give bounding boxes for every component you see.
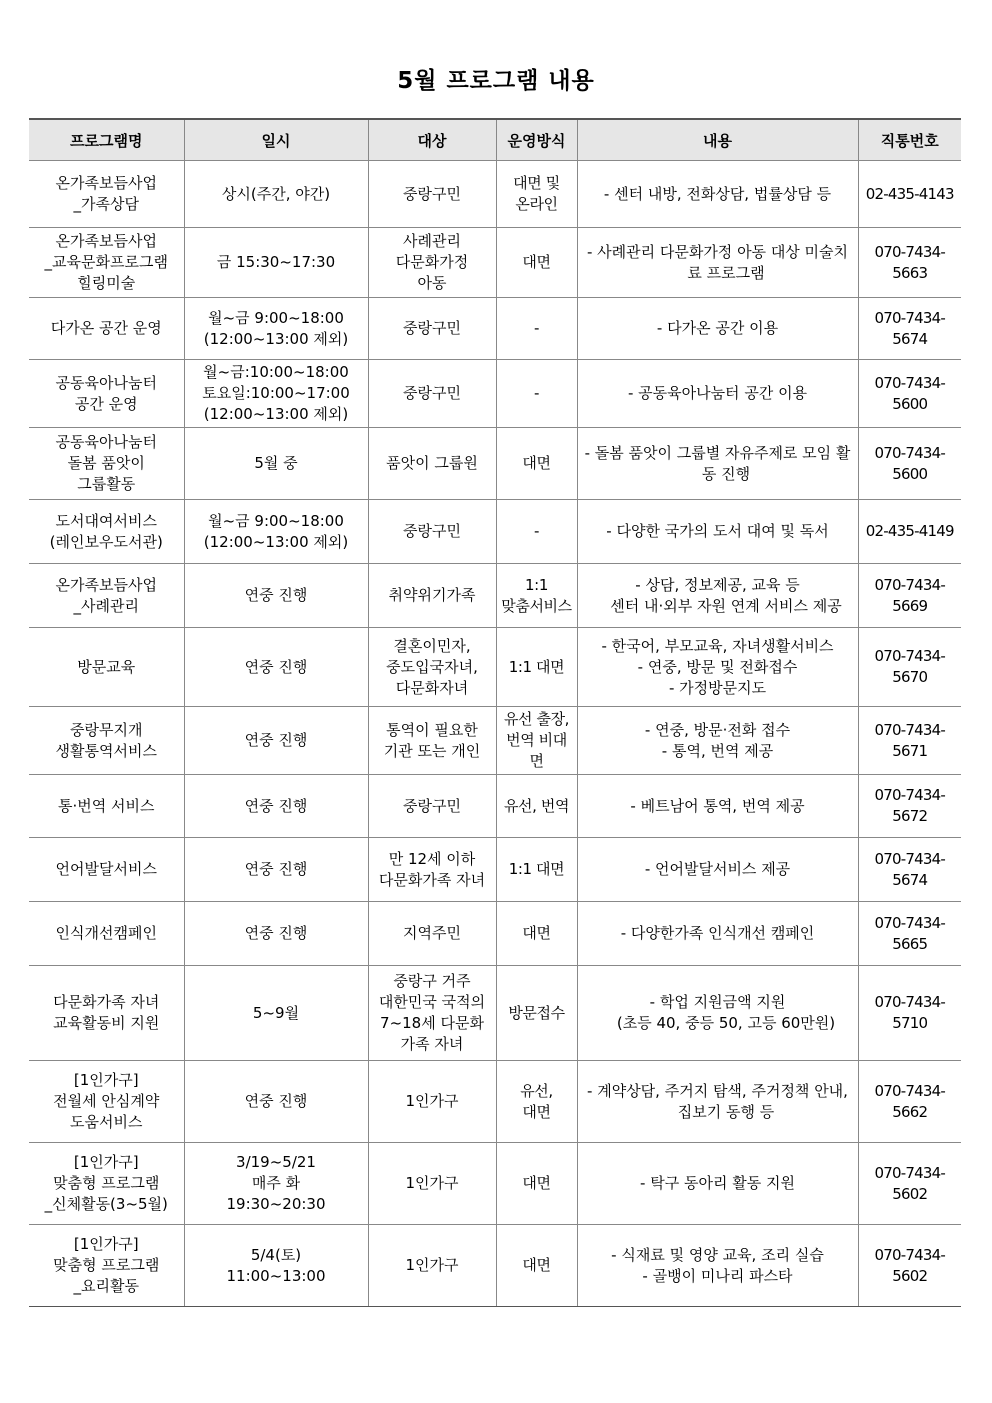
table-row: [29, 707, 961, 775]
content-line: - 돌봄 품앗이 그룹별 자유주제로 모임 활동 진행: [584, 443, 851, 483]
schedule-cell: 연중 진행: [184, 775, 368, 838]
method-cell: 대면: [496, 228, 577, 298]
content-cell: [577, 902, 858, 966]
content-cell: [577, 228, 858, 298]
target-cell: 중랑구민: [368, 161, 496, 228]
program-name-cell: 방문교육: [29, 628, 184, 707]
content-line: - 탁구 동아리 활동 지원: [640, 1174, 795, 1192]
phone-cell: 070-7434-5670: [858, 628, 961, 707]
table-row: [29, 428, 961, 500]
table-row: [29, 628, 961, 707]
content-cell: [577, 707, 858, 775]
content-cell: [577, 775, 858, 838]
table-row: [29, 500, 961, 564]
content-line: - 베트남어 통역, 번역 제공: [630, 796, 805, 815]
header-method: 운영방식: [496, 119, 577, 161]
table-header-row: [29, 119, 961, 161]
content-line: - 가정방문지도: [668, 678, 767, 697]
header-schedule: 일시: [184, 119, 368, 161]
content-line: - 상담, 정보제공, 교육 등: [635, 575, 800, 594]
content-cell: [577, 966, 858, 1061]
phone-cell: 070-7434-5602: [858, 1143, 961, 1225]
program-name-cell: 인식개선캠페인: [29, 902, 184, 966]
content-line: - 통역, 번역 제공: [661, 741, 774, 760]
content-line: - 사례관리 다문화가정 아동 대상 미술치료 프로그램: [586, 242, 849, 282]
target-cell: 1인가구: [368, 1225, 496, 1307]
header-program-name: 프로그램명: [29, 119, 184, 161]
table-row: [29, 775, 961, 838]
program-name-cell: 다가온 공간 운영: [29, 298, 184, 360]
phone-cell: 070-7434-5669: [858, 564, 961, 628]
target-cell: 중랑구 거주 대한민국 국적의 7~18세 다문화 가족 자녀: [368, 966, 496, 1061]
program-name-cell: 온가족보듬사업 _가족상담: [29, 161, 184, 228]
table-row: [29, 298, 961, 360]
program-name-cell: 공동육아나눔터 돌봄 품앗이 그룹활동: [29, 428, 184, 500]
program-name-cell: 통·번역 서비스: [29, 775, 184, 838]
table-row: [29, 228, 961, 298]
method-cell: 1:1 대면: [496, 838, 577, 902]
schedule-cell: 5월 중: [184, 428, 368, 500]
schedule-cell: 5~9월: [184, 966, 368, 1061]
target-cell: 품앗이 그룹원: [368, 428, 496, 500]
target-cell: 중랑구민: [368, 360, 496, 428]
target-cell: 중랑구민: [368, 500, 496, 564]
content-line: - 연중, 방문 및 전화접수: [637, 657, 798, 676]
schedule-cell: 연중 진행: [184, 564, 368, 628]
phone-cell: 070-7434-5674: [858, 838, 961, 902]
content-line: - 학업 지원금액 지원: [649, 993, 786, 1011]
header-phone: 직통번호: [858, 119, 961, 161]
content-line: - 언어발달서비스 제공: [644, 860, 791, 878]
phone-cell: 070-7434-5602: [858, 1225, 961, 1307]
content-cell: [577, 564, 858, 628]
schedule-cell: 상시(주간, 야간): [184, 161, 368, 228]
table-row: [29, 838, 961, 902]
table-row: [29, 1061, 961, 1143]
schedule-cell: 연중 진행: [184, 838, 368, 902]
target-cell: 1인가구: [368, 1143, 496, 1225]
method-cell: -: [496, 500, 577, 564]
content-line: (초등 40, 중등 50, 고등 60만원): [616, 1014, 836, 1032]
method-cell: 대면: [496, 902, 577, 966]
target-cell: 중랑구민: [368, 775, 496, 838]
content-line: - 계약상담, 주거지 탐색, 주거정책 안내, 집보기 동행 등: [587, 1081, 848, 1121]
program-name-cell: 다문화가족 자녀 교육활동비 지원: [29, 966, 184, 1061]
method-cell: 방문접수: [496, 966, 577, 1061]
method-cell: 유선 출장, 번역 비대면: [496, 707, 577, 775]
content-line: 센터 내·외부 자원 연계 서비스 제공: [610, 596, 842, 615]
table-row: [29, 966, 961, 1061]
phone-cell: 070-7434-5674: [858, 298, 961, 360]
phone-cell: 02-435-4149: [858, 500, 961, 564]
content-cell: [577, 428, 858, 500]
content-cell: [577, 1061, 858, 1143]
method-cell: 유선, 대면: [496, 1061, 577, 1143]
method-cell: 유선, 번역: [496, 775, 577, 838]
phone-cell: 070-7434-5600: [858, 428, 961, 500]
phone-cell: 070-7434-5671: [858, 707, 961, 775]
phone-cell: 070-7434-5662: [858, 1061, 961, 1143]
program-name-cell: [1인가구] 전월세 안심계약 도움서비스: [29, 1061, 184, 1143]
schedule-cell: 월~금 9:00~18:00 (12:00~13:00 제외): [184, 500, 368, 564]
content-line: - 다양한 국가의 도서 대여 및 독서: [606, 522, 829, 540]
schedule-cell: 3/19~5/21 매주 화 19:30~20:30: [184, 1143, 368, 1225]
target-cell: 통역이 필요한 기관 또는 개인: [368, 707, 496, 775]
program-name-cell: [1인가구] 맞춤형 프로그램 _신체활동(3~5월): [29, 1143, 184, 1225]
table-body: [29, 161, 961, 1307]
page-title: 5월 프로그램 내용: [397, 68, 595, 94]
program-name-cell: 중랑무지개 생활통역서비스: [29, 707, 184, 775]
header-target: 대상: [368, 119, 496, 161]
program-name-cell: 언어발달서비스: [29, 838, 184, 902]
method-cell: 대면: [496, 1225, 577, 1307]
content-cell: [577, 298, 858, 360]
table-row: [29, 360, 961, 428]
schedule-cell: 연중 진행: [184, 1061, 368, 1143]
phone-cell: 070-7434-5665: [858, 902, 961, 966]
content-line: - 식재료 및 영양 교육, 조리 실습: [611, 1245, 824, 1264]
method-cell: -: [496, 298, 577, 360]
phone-cell: 070-7434-5663: [858, 228, 961, 298]
schedule-cell: 월~금:10:00~18:00 토요일:10:00~17:00 (12:00~13:00 제외): [184, 360, 368, 428]
content-cell: [577, 628, 858, 707]
target-cell: 지역주민: [368, 902, 496, 966]
method-cell: 1:1 맞춤서비스: [496, 564, 577, 628]
phone-cell: 070-7434-5600: [858, 360, 961, 428]
table-row: [29, 161, 961, 228]
schedule-cell: 금 15:30~17:30: [184, 228, 368, 298]
schedule-cell: 연중 진행: [184, 707, 368, 775]
method-cell: 대면: [496, 1143, 577, 1225]
program-name-cell: [1인가구] 맞춤형 프로그램 _요리활동: [29, 1225, 184, 1307]
schedule-cell: 연중 진행: [184, 628, 368, 707]
content-line: - 센터 내방, 전화상담, 법률상담 등: [603, 184, 832, 203]
phone-cell: 070-7434-5710: [858, 966, 961, 1061]
content-cell: [577, 838, 858, 902]
phone-cell: 070-7434-5672: [858, 775, 961, 838]
method-cell: 1:1 대면: [496, 628, 577, 707]
phone-cell: 02-435-4143: [858, 161, 961, 228]
content-cell: [577, 1225, 858, 1307]
method-cell: -: [496, 360, 577, 428]
program-name-cell: 온가족보듬사업 _교육문화프로그램 힐링미술: [29, 228, 184, 298]
content-line: - 한국어, 부모교육, 자녀생활서비스: [601, 636, 834, 655]
program-name-cell: 온가족보듬사업 _사례관리: [29, 564, 184, 628]
program-name-cell: 도서대여서비스 (레인보우도서관): [29, 500, 184, 564]
table-row: [29, 564, 961, 628]
content-line: - 다양한가족 인식개선 캠페인: [620, 924, 815, 942]
target-cell: 결혼이민자, 중도입국자녀, 다문화자녀: [368, 628, 496, 707]
content-line: - 연중, 방문·전화 접수: [644, 720, 791, 739]
target-cell: 1인가구: [368, 1061, 496, 1143]
program-table: [29, 118, 961, 1307]
content-cell: [577, 500, 858, 564]
content-line: - 다가온 공간 이용: [656, 319, 779, 337]
target-cell: 중랑구민: [368, 298, 496, 360]
header-content: 내용: [577, 119, 858, 161]
schedule-cell: 연중 진행: [184, 902, 368, 966]
target-cell: 취약위기가족: [368, 564, 496, 628]
target-cell: 만 12세 이하 다문화가족 자녀: [368, 838, 496, 902]
schedule-cell: 5/4(토) 11:00~13:00: [184, 1225, 368, 1307]
method-cell: 대면: [496, 428, 577, 500]
method-cell: 대면 및 온라인: [496, 161, 577, 228]
program-name-cell: 공동육아나눔터 공간 운영: [29, 360, 184, 428]
schedule-cell: 월~금 9:00~18:00 (12:00~13:00 제외): [184, 298, 368, 360]
content-cell: [577, 360, 858, 428]
content-cell: [577, 161, 858, 228]
target-cell: 사례관리 다문화가정 아동: [368, 228, 496, 298]
table-row: [29, 902, 961, 966]
table-row: [29, 1143, 961, 1225]
content-line: - 공동육아나눔터 공간 이용: [627, 384, 808, 402]
content-line: - 골뱅이 미나리 파스타: [642, 1266, 793, 1285]
table-row: [29, 1225, 961, 1307]
content-cell: [577, 1143, 858, 1225]
